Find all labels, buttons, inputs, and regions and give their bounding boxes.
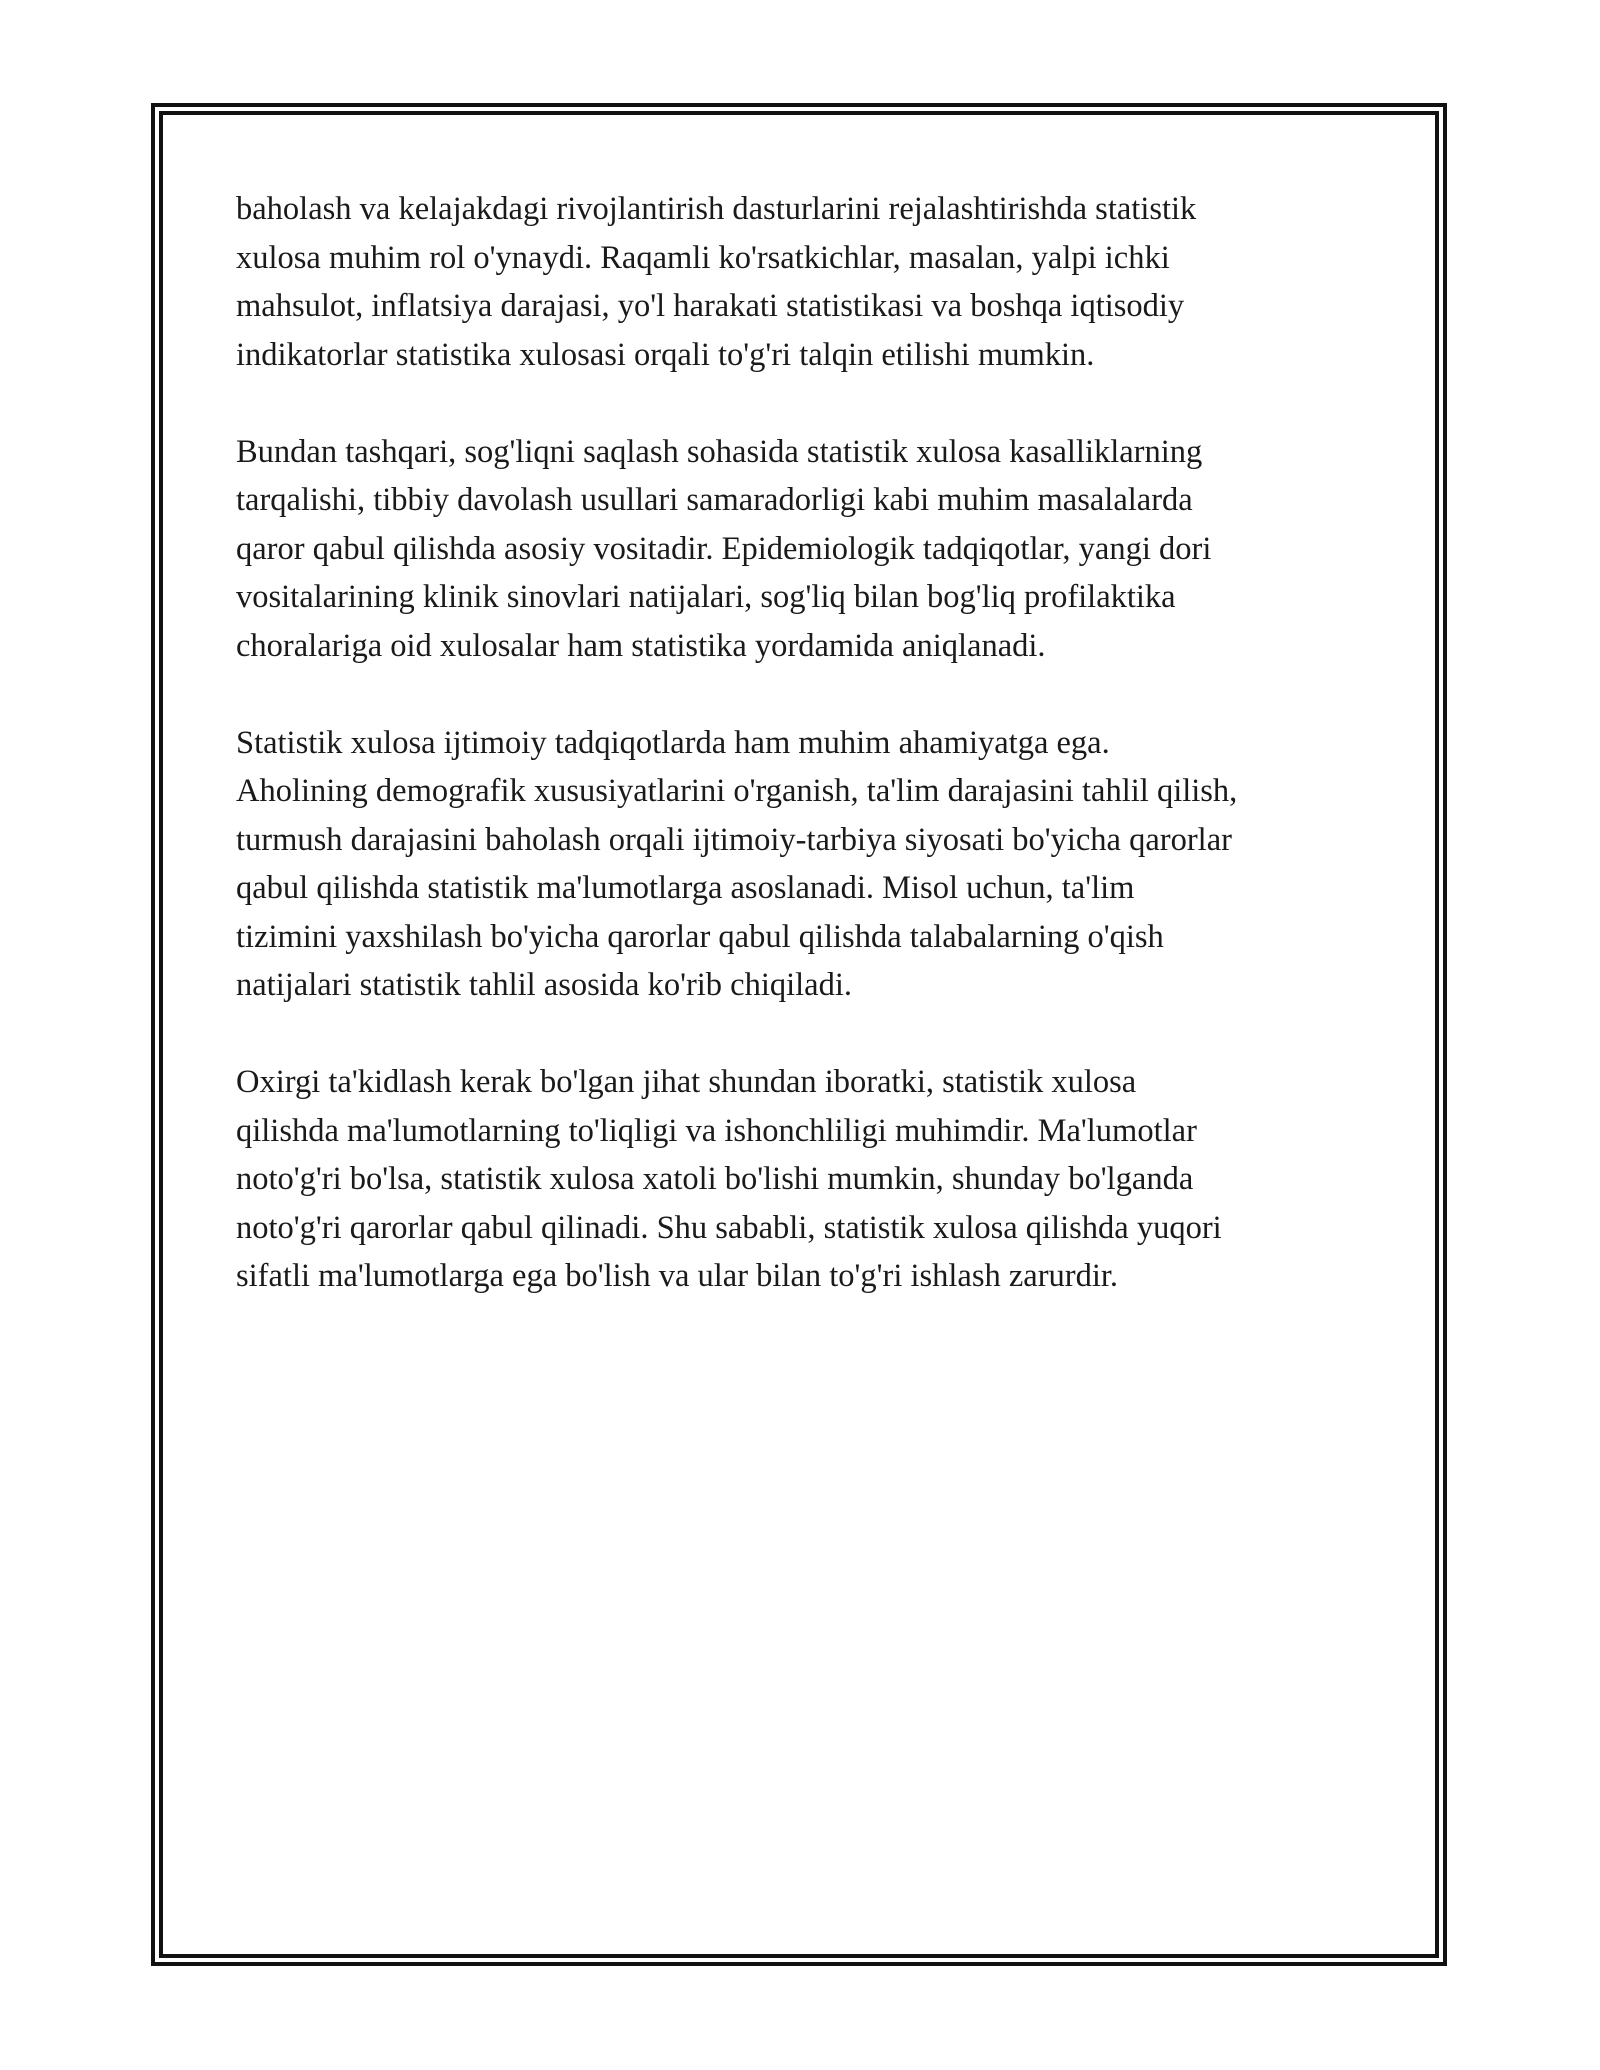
text-line: Bundan tashqari, sog'liqni saqlash sohasida statistik xulosa kasalliklarning <box>236 433 1203 470</box>
text-line: turmush darajasini baholash orqali ijtimoiy-tarbiya siyosati bo'yicha qarorlar <box>236 821 1232 858</box>
text-line: qabul qilishda statistik ma'lumotlarga asoslanadi. Misol uchun, ta'lim <box>236 870 1135 906</box>
text-line: qaror qabul qilishda asosiy vositadir. Epidemiologik tadqiqotlar, yangi dori <box>236 530 1212 567</box>
paragraph-1 <box>236 185 1376 379</box>
paragraph-2 <box>236 428 1376 671</box>
text-line: Oxirgi ta'kidlash kerak bo'lgan jihat shundan iboratki, statistik xulosa <box>236 1064 1137 1100</box>
text-line: tizimini yaxshilash bo'yicha qarorlar qabul qilishda talabalarning o'qish <box>236 918 1164 955</box>
text-line: mahsulot, inflatsiya darajasi, yo'l harakati statistikasi va boshqa iqtisodiy <box>236 288 1185 324</box>
text-line: natijalari statistik tahlil asosida ko'rib chiqiladi. <box>236 967 853 1003</box>
text-line: tarqalishi, tibbiy davolash usullari samaradorligi kabi muhim masalalarda <box>236 482 1193 518</box>
document-body <box>236 185 1376 1349</box>
text-line: vositalarining klinik sinovlari natijalari, sog'liq bilan bog'liq profilaktika <box>236 579 1176 615</box>
paragraph-3 <box>236 719 1376 1010</box>
paragraph-4 <box>236 1058 1376 1301</box>
text-line: Statistik xulosa ijtimoiy tadqiqotlarda ham muhim ahamiyatga ega. <box>236 724 1110 761</box>
text-line: xulosa muhim rol o'ynaydi. Raqamli ko'rsatkichlar, masalan, yalpi ichki <box>236 239 1170 276</box>
text-line: Aholining demografik xususiyatlarini o'rganish, ta'lim darajasini tahlil qilish, <box>236 773 1238 809</box>
text-line: choralariga oid xulosalar ham statistika yordamida aniqlanadi. <box>236 627 1046 664</box>
text-line: noto'g'ri bo'lsa, statistik xulosa xatoli bo'lishi mumkin, shunday bo'lganda <box>236 1161 1194 1197</box>
text-line: indikatorlar statistika xulosasi orqali to'g'ri talqin etilishi mumkin. <box>236 336 1095 373</box>
text-line: noto'g'ri qarorlar qabul qilinadi. Shu sababli, statistik xulosa qilishda yuqori <box>236 1209 1222 1246</box>
text-line: sifatli ma'lumotlarga ega bo'lish va ular bilan to'g'ri ishlash zarurdir. <box>236 1258 1119 1294</box>
text-line: baholash va kelajakdagi rivojlantirish dasturlarini rejalashtirishda statistik <box>236 191 1197 227</box>
text-line: qilishda ma'lumotlarning to'liqligi va ishonchliligi muhimdir. Ma'lumotlar <box>236 1112 1197 1149</box>
